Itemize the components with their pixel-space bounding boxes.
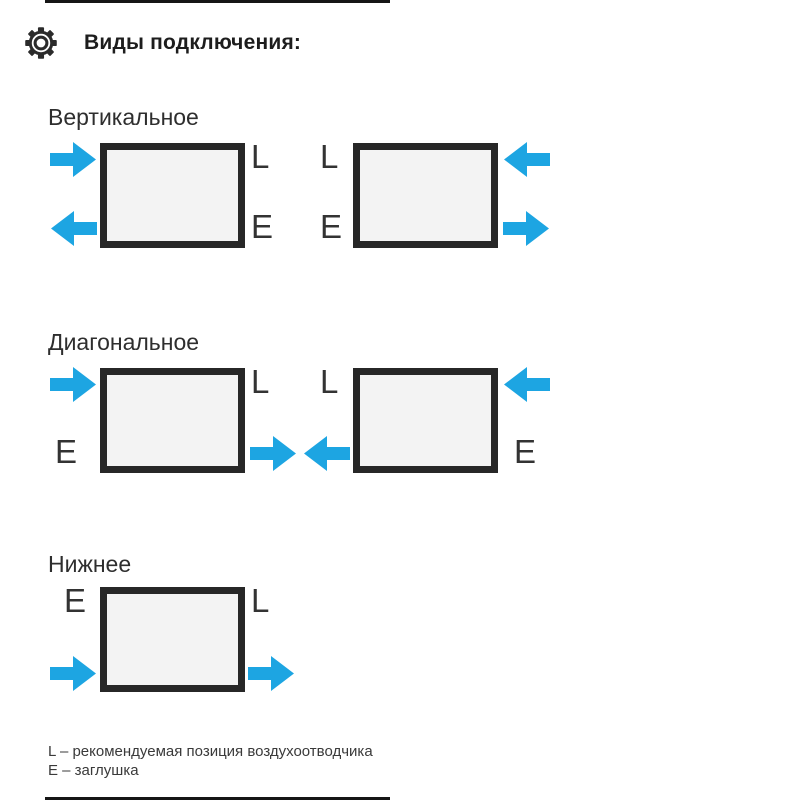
flow-arrow-outlet-icon (303, 435, 350, 472)
port-label-plug: E (64, 582, 87, 619)
gear-icon (22, 24, 60, 62)
legend (48, 742, 373, 780)
flow-arrow-inlet-icon (503, 141, 550, 178)
legend-line-plug: E – заглушка (48, 762, 139, 779)
flow-arrow-outlet-icon (503, 210, 550, 247)
port-label-plug: E (320, 208, 343, 245)
radiator-box (353, 143, 498, 248)
flow-arrow-outlet-icon (248, 655, 295, 692)
section-title-vertical: Вертикальное (48, 104, 199, 130)
flow-arrow-outlet-icon (250, 435, 297, 472)
top-crop-bar (45, 0, 390, 3)
port-label-plug: E (514, 433, 537, 470)
radiator-box (100, 143, 245, 248)
port-label-plug: E (55, 433, 78, 470)
section-title-bottom: Нижнее (48, 551, 132, 577)
port-label-air-vent: L (320, 363, 339, 400)
radiator-box (100, 368, 245, 473)
port-label-air-vent: L (251, 138, 270, 175)
legend-line-air-vent: L – рекомендуемая позиция воздухоотводчика (48, 743, 373, 760)
flow-arrow-inlet-icon (50, 655, 97, 692)
flow-arrow-inlet-icon (503, 366, 550, 403)
radiator-box (353, 368, 498, 473)
port-label-plug: E (251, 208, 274, 245)
flow-arrow-inlet-icon (50, 366, 97, 403)
port-label-air-vent: L (251, 363, 270, 400)
page-title: Виды подключения: (84, 31, 302, 54)
section-title-diagonal: Диагональное (48, 329, 200, 355)
flow-arrow-outlet-icon (50, 210, 97, 247)
radiator-box (100, 587, 245, 692)
port-label-air-vent: L (320, 138, 339, 175)
port-label-air-vent: L (251, 582, 270, 619)
flow-arrow-inlet-icon (50, 141, 97, 178)
